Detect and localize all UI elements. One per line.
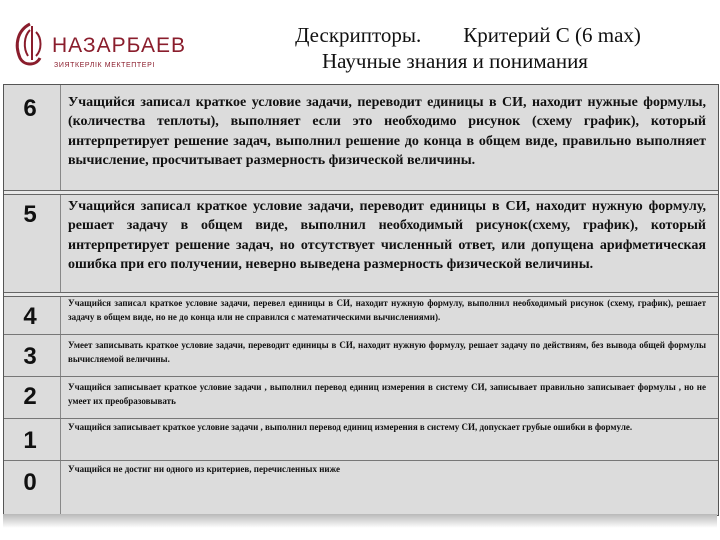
- table-row: [4, 335, 718, 377]
- descriptor-text: Учащийся записал краткое условие задачи, переводит единицы в СИ, находит нужные формулы, (количества теплоты), выполняет если это необходимо рисунок (схему график), который интерпретирует решение задач, выполнил решение до конца в общем виде, правильно выполняет вычисление, просчитывает размерность физической величины.: [68, 95, 706, 169]
- descriptors-table: [3, 84, 719, 516]
- score-label: 6: [23, 95, 37, 122]
- page-subtitle: Научные знания и понимания: [322, 49, 588, 73]
- score-label: 4: [23, 303, 37, 330]
- title-right: Критерий С (6 max): [463, 23, 641, 47]
- score-label: 5: [23, 201, 37, 228]
- descriptor-text: Учащийся записывает краткое условие задачи , выполнил перевод единиц измерения в систему СИ, записывает правильно записывает формулы , но не умеет их преобразовывать: [68, 382, 706, 406]
- logo-name: НАЗАРБАЕВ: [52, 34, 186, 57]
- descriptor-text: Учащийся записывает краткое условие задачи , выполнил перевод единиц измерения в систему СИ, допускает грубые ошибки в формуле.: [68, 422, 633, 432]
- score-label: 3: [23, 343, 37, 370]
- descriptor-text: Умеет записывать краткое условие задачи, переводит единицы в СИ, находит нужную формулу, решает задачу по действиям, без вывода общей формулы вычисляемой величины.: [68, 340, 706, 364]
- score-label: 2: [23, 383, 37, 410]
- logo-subtitle: ЗИЯТКЕРЛІК МЕКТЕПТЕРІ: [54, 62, 155, 69]
- descriptor-text: Учащийся не достиг ни одного из критериев, перечисленных ниже: [68, 464, 340, 474]
- score-label: 0: [23, 469, 37, 496]
- descriptor-text: Учащийся записал краткое условие задачи, перевел единицы в СИ, находит нужную формулу, выполнил необходимый рисунок (схему, график), решает задачу в общем виде, но не до конца или не справился с математическими вычислениями).: [68, 298, 706, 322]
- page-title: [200, 22, 710, 74]
- table-row: [4, 85, 718, 191]
- title-left: Дескрипторы.: [295, 23, 422, 47]
- score-label: 1: [23, 427, 37, 454]
- logo-emblem-icon: [10, 20, 50, 70]
- school-logo: [10, 20, 190, 80]
- table-row: [4, 377, 718, 419]
- table-row: [4, 295, 718, 333]
- table-shadow: [3, 514, 717, 528]
- table-row: [4, 419, 718, 461]
- table-row: [4, 461, 718, 515]
- descriptor-text: Учащийся записал краткое условие задачи, переводит единицы в СИ, находит нужную формулу, решает задачу в общем виде, выполнил необходимый рисунок(схему, график), который интерпретирует решение задач, но отсутствует численный ответ, или допущена арифметическая ошибка при его получении, неверно выведена размерность физической величины.: [68, 199, 706, 273]
- table-row: [4, 193, 718, 293]
